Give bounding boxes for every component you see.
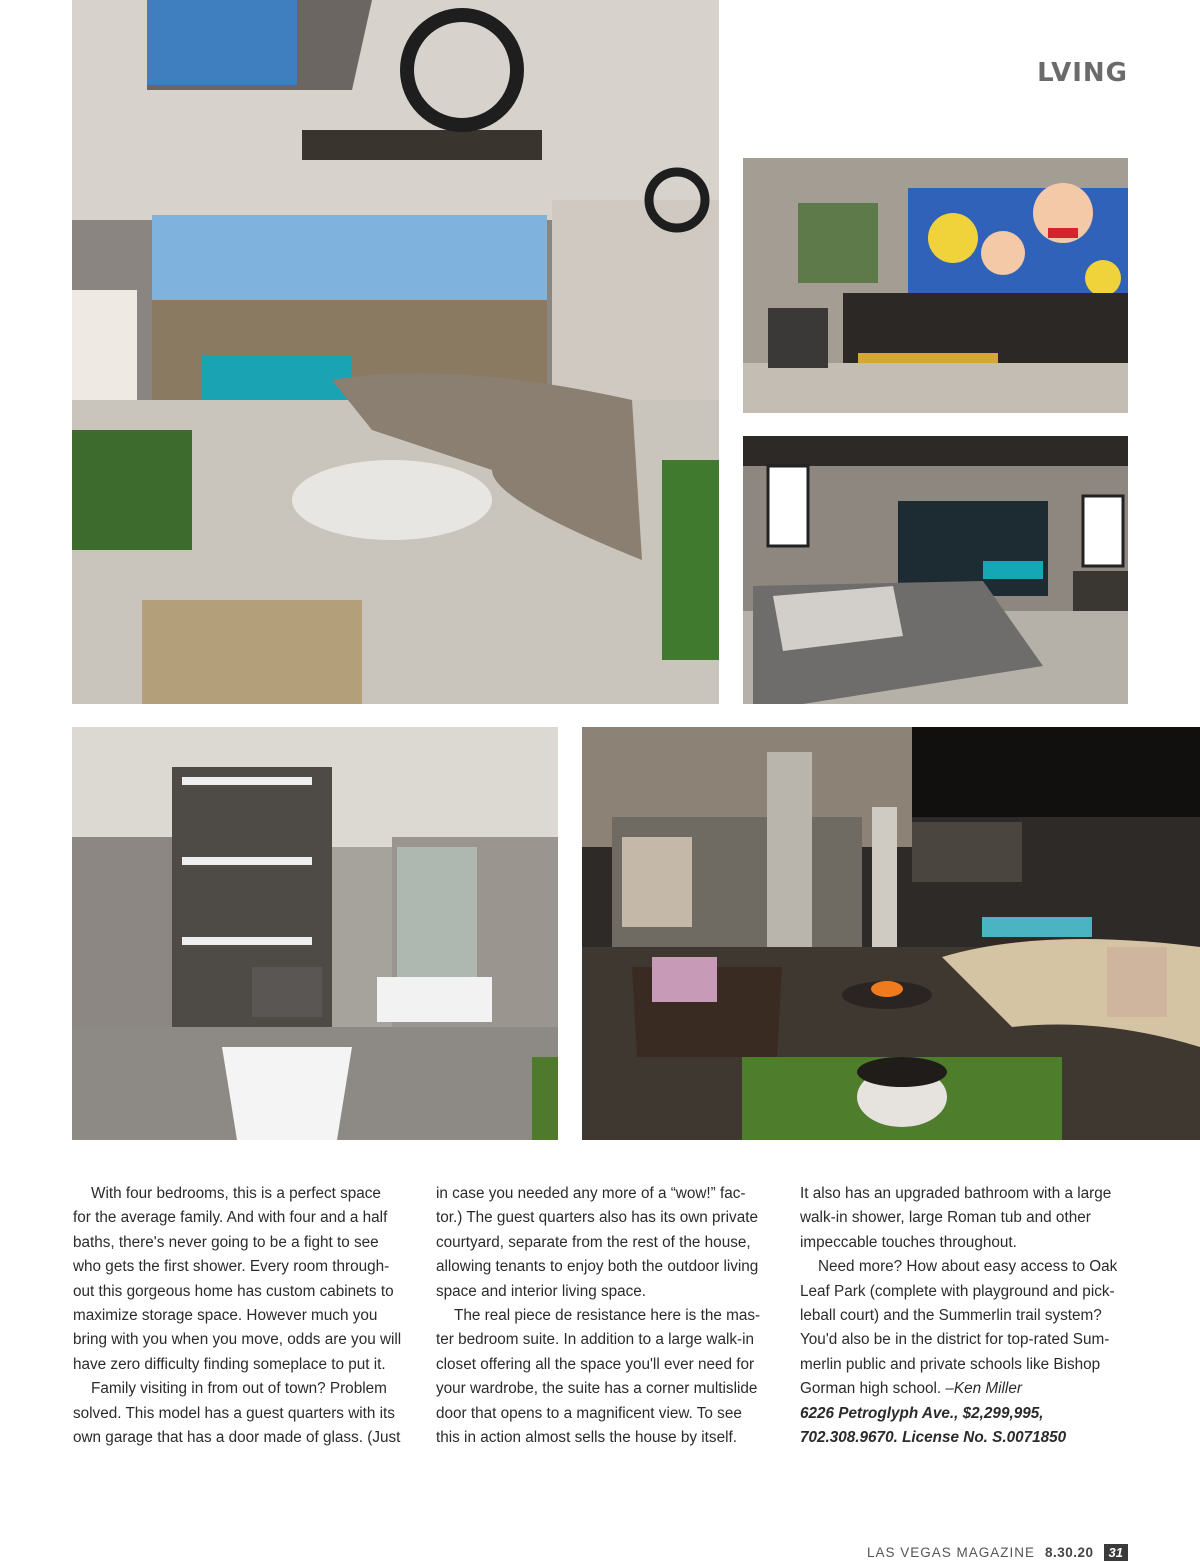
bedroom-photo <box>743 436 1128 704</box>
listing-info-line-1: 6226 Petroglyph Ave., $2,299,995, <box>800 1404 1044 1422</box>
bathroom-photo <box>72 727 558 1140</box>
bathroom-illustration <box>72 727 558 1140</box>
living-room-illustration <box>72 0 719 704</box>
byline: –Ken Miller <box>945 1380 1022 1398</box>
paragraph-text: Need more? How about easy access to Oak Leaf Park (complete with playground and pick-leball court) and the Summerlin trail system? You'd also be in the district for top-rated Sum-merlin public and private schools like Bishop Gorman high school. <box>800 1258 1118 1398</box>
paragraph: Family visiting in from out of town? Problem solved. This model has a guest quarters with its own garage that has a door made of glass. (Just <box>73 1380 401 1447</box>
bedroom-illustration <box>743 436 1128 704</box>
patio-photo <box>582 727 1200 1140</box>
article-column-1 <box>73 1182 403 1450</box>
issue-date: 8.30.20 <box>1044 1544 1094 1560</box>
page-footer <box>780 1542 1128 1562</box>
section-label: LVING <box>1037 58 1128 88</box>
paragraph-with-byline <box>800 1255 1130 1401</box>
living-room-photo <box>72 0 719 704</box>
office-photo <box>743 158 1128 413</box>
paragraph: It also has an upgraded bathroom with a large walk-in shower, large Roman tub and other impeccable touches throughout. <box>800 1185 1112 1251</box>
paragraph: The real piece de resistance here is the mas-ter bedroom suite. In addition to a large walk-in closet offering all the space you'll ever need for your wardrobe, the suite has a corner multislide door that opens to a magnificent view. To see this in action almost sells the house by itself. <box>436 1307 761 1447</box>
office-illustration <box>743 158 1128 413</box>
listing-info-line-2: 702.308.9670. License No. S.0071850 <box>800 1429 1067 1447</box>
article-column-2 <box>436 1182 766 1450</box>
article-column-3 <box>800 1182 1130 1450</box>
paragraph: in case you needed any more of a “wow!” fac-tor.) The guest quarters also has its own private courtyard, separate from the rest of the house, allowing tenants to enjoy both the outdoor living space and interior living space. <box>436 1185 759 1300</box>
paragraph: With four bedrooms, this is a perfect space for the average family. And with four and a half baths, there's never going to be a fight to see who gets the first shower. Every room through-out this gorgeous home has custom cabinets to maximize storage space. However much you bring with you when you move, odds are you will have zero difficulty finding someplace to put it. <box>73 1185 402 1373</box>
patio-illustration <box>582 727 1200 1140</box>
page-number: 31 <box>1104 1544 1128 1561</box>
magazine-name: LAS VEGAS MAGAZINE <box>866 1544 1035 1560</box>
